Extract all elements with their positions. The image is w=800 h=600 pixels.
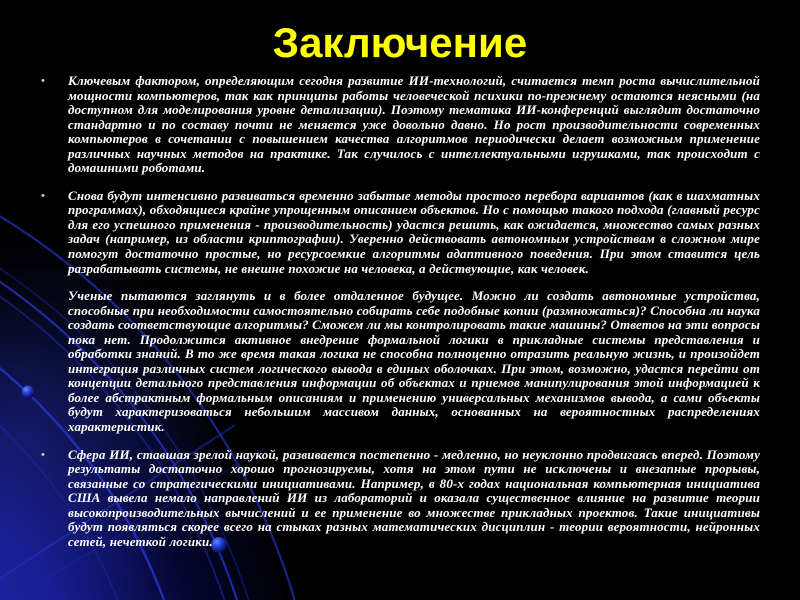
- slide-title: Заключение: [272, 19, 528, 66]
- bullet-icon: •: [41, 75, 46, 87]
- bullet-paragraph: [41, 73, 760, 176]
- paragraph-text: Сфера ИИ, ставшая зрелой наукой, развивается постепенно - медленно, но неуклонно продвигаясь вперед. Поэтому результаты достаточно хорошо прогнозируемы, хотя на этом пути не исключены и внезапные прорывы, связанные со стратегическими инициативами. Например, в 80-х годах национальная компьютерная инициатива США вывела немало направлений ИИ из лабораторий и оказала существенное влияние на развитие теории высокопроизводительных вычислений и ее применение во множестве прикладных проектов. Такие инициативы будут появляться скорее всего на стыках разных математических дисциплин - теории вероятности, нейронных сетей, нечеткой логики.: [68, 446, 760, 549]
- bullet-icon: •: [41, 448, 46, 461]
- bullet-icon: •: [41, 189, 46, 202]
- slide-body: [41, 73, 760, 549]
- paragraph: [68, 289, 760, 434]
- paragraph-text: Ученые пытаются заглянуть и в более отдаленное будущее. Можно ли создать автономные устройства, способные при необходимости самостоятельно собирать себе подобные копии (размножаться)? Способна ли наука создать соответствующие алгоритмы? Сможем ли мы контролировать такие машины? Ответов на эти вопросы пока нет. Продолжится активное внедрение формальной логики в прикладные системы представления и обработки знаний. В то же время такая логика не способна полноценно отразить реальную жизнь, и произойдет интеграция различных систем логического вывода в единых оболочках. При этом, возможно, удастся перейти от концепции детального представления информации об объектах и приемов манипулирования этой информацией к более абстрактным формальным описаниям и применению универсальных механизмов вывода, а сами объекты будут характеризоваться небольшим массивом данных, основанных на вероятностных распределениях характеристик.: [68, 288, 760, 435]
- paragraph-text: Снова будут интенсивно развиваться временно забытые методы простого перебора вариантов (как в шахматных программах), обходящиеся крайне упрощенным описанием объектов. Но с помощью такого подхода (главный ресурс для его успешного применения - производительность) удастся решить, как ожидается, множество самых разных задач (например, из области криптографии). Уверенно действовать автономным устройствам в сложном мире помогут достаточно простые, но ресурсоемкие алгоритмы адаптивного поведения. При этом ставится цель разрабатывать системы, не внешне похожие на человека, а действующие, как человек.: [68, 187, 760, 276]
- paragraph-text: Ключевым фактором, определяющим сегодня развитие ИИ-технологий, считается темп роста вычислительной мощности компьютеров, так как принципы работы человеческой психики по-прежнему остаются неясными (на доступном для моделирования уровне детализации). Поэтому тематика ИИ-конференций выглядит достаточно стандартно и по составу почти не меняется уже довольно давно. Но рост производительности современных компьютеров в сочетании с повышением качества алгоритмов периодически делает возможным применение различных научных методов на практике. Так случилось с интеллектуальными игрушками, так происходит с домашними роботами.: [68, 73, 760, 176]
- orbit-sphere: [22, 386, 35, 399]
- bullet-paragraph: [41, 187, 760, 276]
- bullet-paragraph: [41, 446, 760, 550]
